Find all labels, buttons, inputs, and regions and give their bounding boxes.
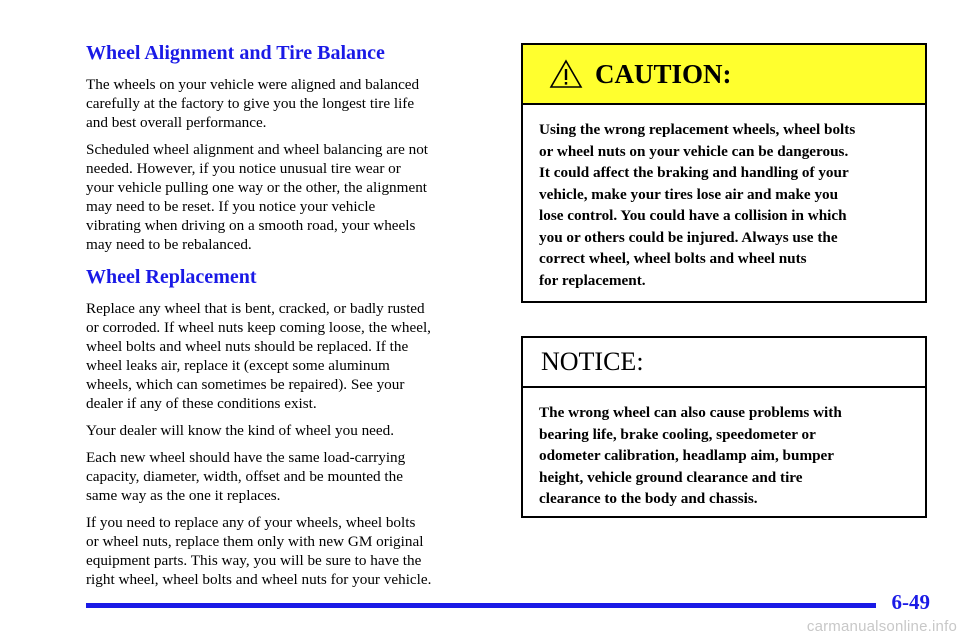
- paragraph-alignment-schedule: Scheduled wheel alignment and wheel balancing are not needed. However, if you notice unusual tire wear or your vehicle pulling one way or the other, the alignment may need to be reset. If you notice your vehicle vibrating when driving on a smooth road, your wheels may need to be rebalanced.: [86, 141, 429, 253]
- notice-header: [523, 338, 925, 388]
- caution-header: [523, 45, 925, 105]
- watermark: carmanualsonline.info: [806, 618, 957, 635]
- caution-title: CAUTION:: [595, 58, 732, 89]
- heading-wheel-replacement: Wheel Replacement: [86, 266, 257, 288]
- left-column: [86, 40, 494, 597]
- notice-title: NOTICE:: [541, 347, 644, 376]
- warning-triangle-icon: [549, 59, 583, 89]
- paragraph-gm-parts: If you need to replace any of your wheels, wheel bolts or wheel nuts, replace them only with new GM original equipment parts. This way, you will be sure to have the right wheel, wheel bolts and wheel nuts for your vehicle.: [86, 514, 432, 588]
- paragraph-alignment-intro: The wheels on your vehicle were aligned and balanced carefully at the factory to give you the longest tire life and best overall performance.: [86, 76, 420, 131]
- notice-box: [521, 336, 927, 518]
- caution-body: Using the wrong replacement wheels, wheel bolts or wheel nuts on your vehicle can be dangerous. It could affect the braking and handling of your vehicle, make your tires lose air and make you lose control. You could have a collision in which you or others could be injured. Always use the correct wheel, wheel bolts and wheel nuts for replacement.: [539, 121, 856, 289]
- page-number: 6-49: [891, 590, 930, 614]
- heading-wheel-alignment: Wheel Alignment and Tire Balance: [86, 42, 385, 64]
- paragraph-load-capacity: Each new wheel should have the same load-carrying capacity, diameter, width, offset and be mounted the same way as the one it replaces.: [86, 449, 406, 504]
- paragraph-dealer: Your dealer will know the kind of wheel you need.: [86, 422, 395, 439]
- caution-box: [521, 43, 927, 303]
- paragraph-replace-wheel: Replace any wheel that is bent, cracked, or badly rusted or corroded. If wheel nuts keep coming loose, the wheel, wheel bolts and wheel nuts should be replaced. If the wheel leaks air, replace it (except some aluminum wheels, which can sometimes be repaired). See your dealer if any of these conditions exist.: [86, 300, 431, 412]
- notice-body: The wrong wheel can also cause problems with bearing life, brake cooling, speedometer or odometer calibration, headlamp aim, bumper height, vehicle ground clearance and tire clearance to the body and chassis.: [539, 404, 842, 507]
- footer-rule: [86, 603, 876, 608]
